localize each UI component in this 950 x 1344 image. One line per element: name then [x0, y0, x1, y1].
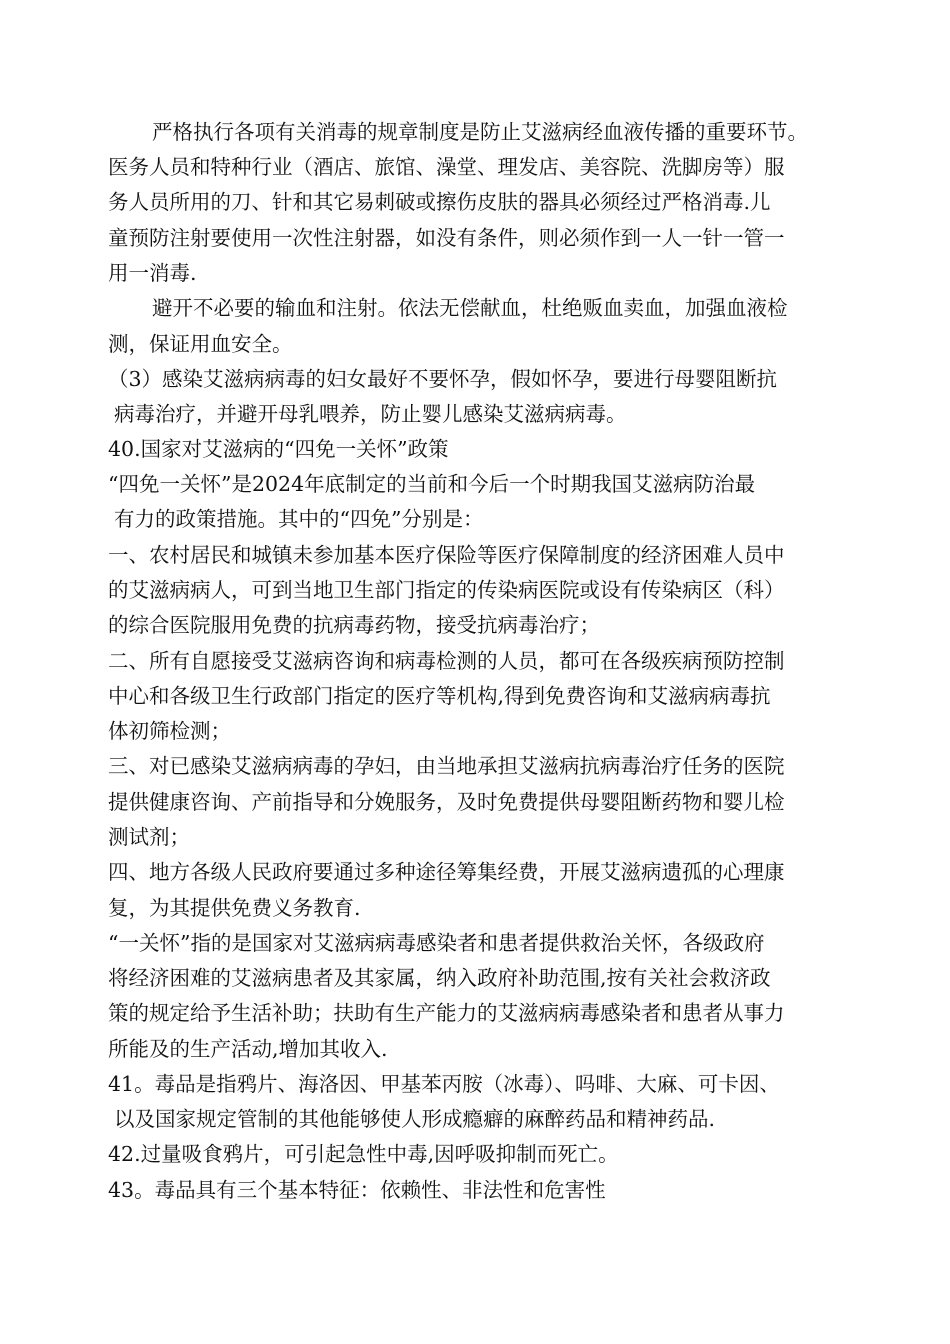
paragraph-line: （3）感染艾滋病病毒的妇女最好不要怀孕，假如怀孕，要进行母婴阻断抗	[108, 367, 778, 391]
paragraph-line: 一、农村居民和城镇未参加基本医疗保险等医疗保障制度的经济困难人员中	[108, 543, 785, 567]
paragraph-line: 以及国家规定管制的其他能够使人形成瘾癖的麻醉药品和精神药品.	[114, 1107, 716, 1131]
paragraph-line: 42.过量吸食鸦片，可引起急性中毒,因呼吸抑制而死亡。	[108, 1142, 619, 1166]
paragraph-line: 策的规定给予生活补助；扶助有生产能力的艾滋病病毒感染者和患者从事力	[108, 1001, 785, 1025]
paragraph-line: 童预防注射要使用一次性注射器，如没有条件，则必须作到一人一针一管一	[108, 226, 785, 250]
paragraph-line: 医务人员和特种行业（酒店、旅馆、澡堂、理发店、美容院、洗脚房等）服	[108, 155, 785, 179]
paragraph-line: 严格执行各项有关消毒的规章制度是防止艾滋病经血液传播的重要环节。	[152, 120, 808, 144]
paragraph-line: 三、对已感染艾滋病病毒的孕妇，由当地承担艾滋病抗病毒治疗任务的医院	[108, 754, 785, 778]
paragraph-line: 43。毒品具有三个基本特征：依赖性、非法性和危害性	[108, 1178, 606, 1202]
paragraph-line: 二、所有自愿接受艾滋病咨询和病毒检测的人员，都可在各级疾病预防控制	[108, 649, 785, 673]
paragraph-line: 的艾滋病病人，可到当地卫生部门指定的传染病医院或设有传染病区（科）	[108, 578, 785, 602]
paragraph-line: 提供健康咨询、产前指导和分娩服务，及时免费提供母婴阻断药物和婴儿检	[108, 790, 785, 814]
paragraph-line: 测试剂；	[108, 825, 190, 849]
paragraph-line: 将经济困难的艾滋病患者及其家属，纳入政府补助范围,按有关社会救济政	[108, 966, 771, 990]
paragraph-line: 中心和各级卫生行政部门指定的医疗等机构,得到免费咨询和艾滋病病毒抗	[108, 684, 771, 708]
paragraph-line: 测，保证用血安全。	[108, 332, 293, 356]
section-heading: 40.国家对艾滋病的“四免一关怀”政策	[108, 437, 449, 461]
paragraph-line: 所能及的生产活动,增加其收入.	[108, 1037, 388, 1061]
paragraph-line: 41。毒品是指鸦片、海洛因、甲基苯丙胺（冰毒）、吗啡、大麻、可卡因、	[108, 1072, 780, 1096]
paragraph-line: 的综合医院服用免费的抗病毒药物，接受抗病毒治疗；	[108, 613, 600, 637]
paragraph-line: 有力的政策措施。其中的“四免”分别是：	[114, 507, 484, 531]
paragraph-line: 体初筛检测；	[108, 719, 231, 743]
paragraph-line: “一关怀”指的是国家对艾滋病病毒感染者和患者提供救治关怀，各级政府	[108, 931, 765, 955]
paragraph-line: “四免一关怀”是2024年底制定的当前和今后一个时期我国艾滋病防治最	[108, 472, 756, 496]
paragraph-line: 避开不必要的输血和注射。依法无偿献血，杜绝贩血卖血，加强血液检	[152, 296, 788, 320]
paragraph-line: 复，为其提供免费义务教育.	[108, 896, 361, 920]
paragraph-line: 四、地方各级人民政府要通过多种途径筹集经费，开展艾滋病遗孤的心理康	[108, 860, 785, 884]
paragraph-line: 用一消毒.	[108, 261, 197, 285]
paragraph-line: 务人员所用的刀、针和其它易刺破或擦伤皮肤的器具必须经过严格消毒.儿	[108, 190, 771, 214]
paragraph-line: 病毒治疗，并避开母乳喂养，防止婴儿感染艾滋病病毒。	[114, 402, 627, 426]
